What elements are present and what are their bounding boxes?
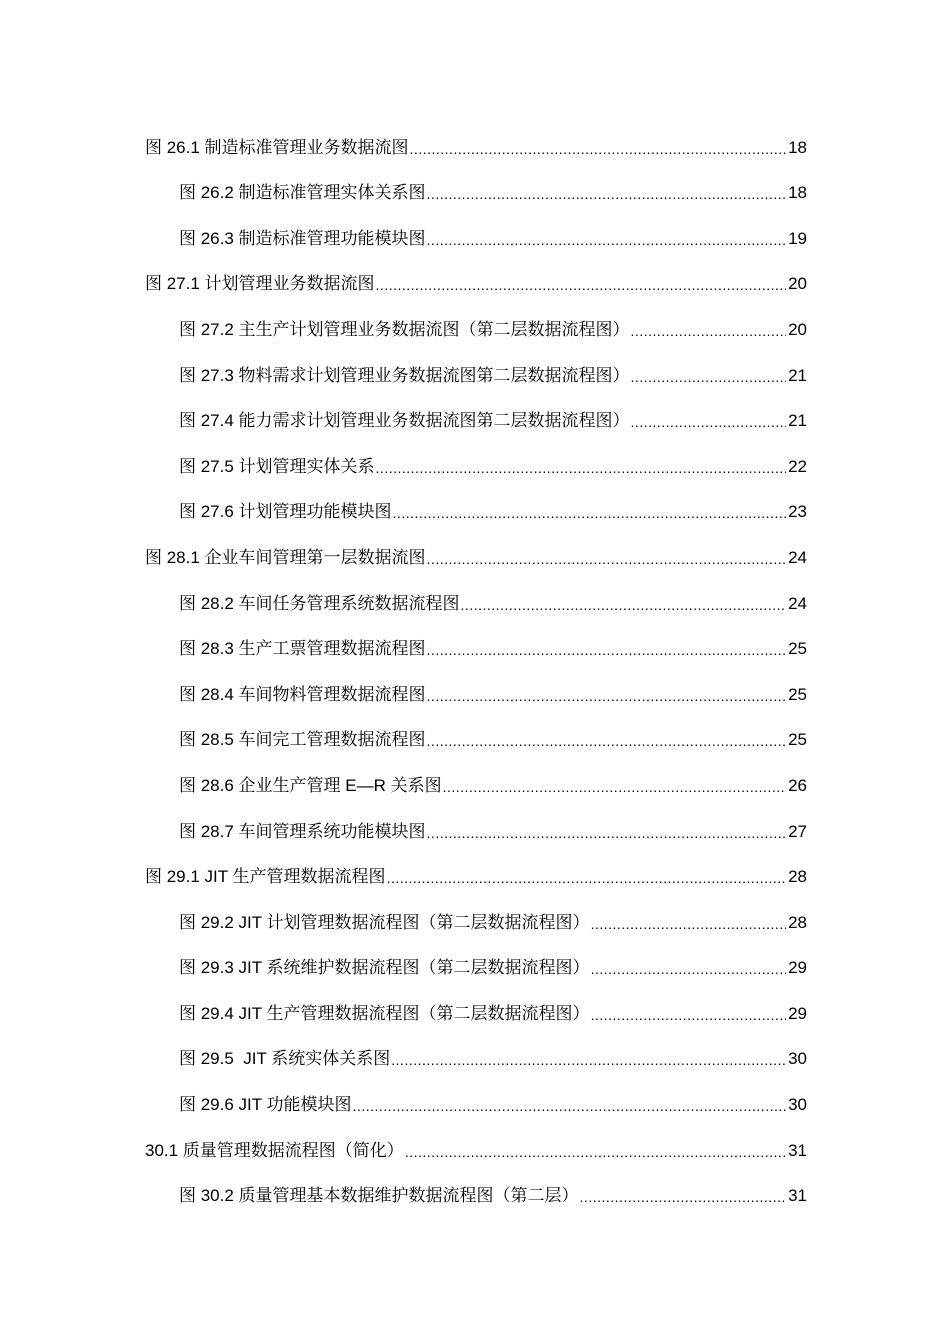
toc-entry-title: 图 29.3 JIT 系统维护数据流程图（第二层数据流程图） (179, 958, 590, 978)
toc-page-number: 29 (788, 958, 807, 978)
toc-dot-leader (427, 823, 787, 845)
toc-dot-leader (631, 367, 787, 389)
toc-entry[interactable] (145, 261, 807, 307)
toc-entry-title: 图 29.5 JIT 系统实体关系图 (179, 1049, 391, 1069)
toc-page-number: 23 (788, 502, 807, 522)
toc-entry[interactable] (145, 306, 807, 352)
toc-entry-title: 图 27.6 计划管理功能模块图 (179, 502, 392, 522)
toc-page-number: 29 (788, 1003, 807, 1023)
toc-entry-title: 图 27.2 主生产计划管理业务数据流图（第二层数据流程图） (179, 319, 630, 339)
toc-dot-leader (393, 503, 787, 525)
toc-page-number: 18 (788, 137, 807, 157)
toc-entry[interactable] (145, 1036, 807, 1082)
toc-dot-leader (631, 321, 787, 343)
toc-page-number: 20 (788, 274, 807, 294)
toc-entry[interactable] (145, 1127, 807, 1173)
toc-dot-leader (427, 230, 787, 252)
toc-page-number: 20 (788, 319, 807, 339)
toc-page-number: 31 (788, 1140, 807, 1160)
toc-page-number: 24 (788, 593, 807, 613)
toc-entry-title: 图 28.2 车间任务管理系统数据流程图 (179, 593, 460, 613)
toc-entry-title: 图 30.2 质量管理基本数据维护数据流程图（第二层） (179, 1186, 579, 1206)
toc-dot-leader (405, 1142, 786, 1164)
toc-entry[interactable] (145, 854, 807, 900)
toc-page-number: 19 (788, 228, 807, 248)
toc-page-number: 21 (788, 365, 807, 385)
toc-entry[interactable] (145, 990, 807, 1036)
toc-dot-leader (376, 275, 787, 297)
toc-dot-leader (427, 184, 787, 206)
toc-entry[interactable] (145, 899, 807, 945)
toc-entry-title: 图 27.5 计划管理实体关系 (179, 456, 375, 476)
toc-page-number: 30 (788, 1049, 807, 1069)
toc-dot-leader (427, 549, 787, 571)
toc-dot-leader (353, 1096, 787, 1118)
toc-entry-title: 图 26.3 制造标准管理功能模块图 (179, 228, 426, 248)
toc-entry[interactable] (145, 671, 807, 717)
toc-dot-leader (580, 1187, 787, 1209)
toc-dot-leader (591, 1005, 787, 1027)
toc-dot-leader (391, 1050, 786, 1072)
toc-entry-title: 图 29.6 JIT 功能模块图 (179, 1095, 352, 1115)
toc-dot-leader (427, 640, 787, 662)
toc-dot-leader (443, 777, 786, 799)
toc-dot-leader (427, 686, 787, 708)
toc-entry-title: 图 29.2 JIT 计划管理数据流程图（第二层数据流程图） (179, 912, 590, 932)
toc-entry[interactable] (145, 1081, 807, 1127)
toc-entry[interactable] (145, 1173, 807, 1219)
toc-entry-title: 图 28.6 企业生产管理 E—R 关系图 (179, 775, 442, 795)
toc-entry[interactable] (145, 170, 807, 216)
toc-entry[interactable] (145, 580, 807, 626)
toc-entry[interactable] (145, 398, 807, 444)
toc-entry-title: 图 28.5 车间完工管理数据流程图 (179, 730, 426, 750)
toc-page-number: 18 (788, 183, 807, 203)
toc-page-number: 22 (788, 456, 807, 476)
toc-page-number: 21 (788, 411, 807, 431)
toc-entry[interactable] (145, 124, 807, 170)
toc-page-number: 28 (788, 912, 807, 932)
toc-entry[interactable] (145, 489, 807, 535)
toc-entry-title: 图 27.4 能力需求计划管理业务数据流图第二层数据流程图） (179, 411, 630, 431)
toc-entry[interactable] (145, 443, 807, 489)
toc-entry[interactable] (145, 626, 807, 672)
toc-page-number: 27 (788, 821, 807, 841)
toc-page-number: 25 (788, 730, 807, 750)
toc-entry[interactable] (145, 717, 807, 763)
toc-page-number: 24 (788, 547, 807, 567)
toc-dot-leader (461, 595, 787, 617)
toc-dot-leader (427, 731, 787, 753)
toc-entry-title: 图 28.7 车间管理系统功能模块图 (179, 821, 426, 841)
toc-page-number: 26 (788, 775, 807, 795)
toc-entry[interactable] (145, 215, 807, 261)
table-of-contents (145, 124, 807, 1218)
toc-page-number: 25 (788, 684, 807, 704)
toc-dot-leader (591, 914, 787, 936)
toc-entry-title: 图 26.1 制造标准管理业务数据流图 (145, 137, 409, 157)
toc-page-number: 25 (788, 639, 807, 659)
toc-page-number: 31 (788, 1186, 807, 1206)
toc-entry-title: 30.1 质量管理数据流程图（简化） (145, 1140, 404, 1160)
toc-entry-title: 图 27.3 物料需求计划管理业务数据流图第二层数据流程图） (179, 365, 630, 385)
toc-dot-leader (387, 868, 787, 890)
toc-dot-leader (631, 412, 787, 434)
toc-entry[interactable] (145, 945, 807, 991)
toc-entry-title: 图 28.4 车间物料管理数据流程图 (179, 684, 426, 704)
toc-entry[interactable] (145, 352, 807, 398)
toc-dot-leader (376, 458, 787, 480)
toc-page-number: 30 (788, 1095, 807, 1115)
toc-dot-leader (410, 139, 787, 161)
toc-entry[interactable] (145, 534, 807, 580)
toc-entry-title: 图 27.1 计划管理业务数据流图 (145, 274, 375, 294)
toc-entry-title: 图 29.4 JIT 生产管理数据流程图（第二层数据流程图） (179, 1003, 590, 1023)
toc-entry-title: 图 28.3 生产工票管理数据流程图 (179, 639, 426, 659)
toc-entry-title: 图 28.1 企业车间管理第一层数据流图 (145, 547, 426, 567)
toc-entry-title: 图 29.1 JIT 生产管理数据流程图 (145, 867, 386, 887)
toc-entry[interactable] (145, 762, 807, 808)
toc-dot-leader (591, 959, 787, 981)
toc-page-number: 28 (788, 867, 807, 887)
toc-entry[interactable] (145, 808, 807, 854)
toc-entry-title: 图 26.2 制造标准管理实体关系图 (179, 183, 426, 203)
